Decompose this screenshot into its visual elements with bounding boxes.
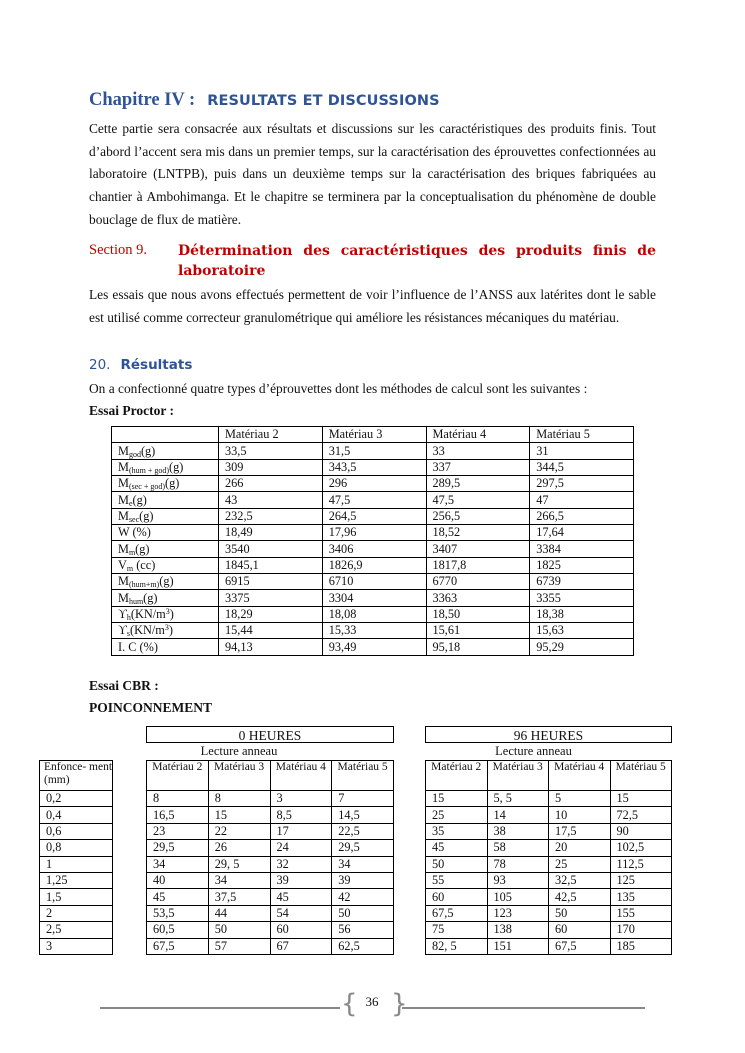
- cbr-96h-col-header: Matériau 3: [487, 761, 549, 791]
- cbr-96h-cell: 60: [549, 922, 611, 938]
- cbr-96h-row: [426, 889, 672, 905]
- proctor-corner-cell: [112, 427, 219, 443]
- cbr-96h-cell: 75: [426, 922, 488, 938]
- proctor-cell: 1825: [530, 557, 634, 573]
- enfoncement-table: [39, 760, 113, 955]
- intro-paragraph: Cette partie sera consacrée aux résultats et discussions sur les caractéristiques des produits finis. Tout d’abord l’accent sera mis dans un premier temps, sur la caractérisation des éprouvettes confectionnées au laboratoire (LNTPB), puis dans un deuxième temps sur la caractérisation des briques fabriquées au chantier à Ambohimanga. Et le chapitre se terminera par la conceptualisation du phénomène de double bouclage de flux de matière.: [89, 121, 656, 227]
- proctor-row: [112, 476, 634, 492]
- proctor-cell: 6770: [426, 574, 530, 590]
- proctor-cell: 6915: [219, 574, 323, 590]
- proctor-row: [112, 459, 634, 475]
- cbr-0h-cell: 60,5: [147, 922, 209, 938]
- cbr-0h-cell: 29, 5: [208, 856, 270, 872]
- enfoncement-cell: 0,6: [40, 823, 113, 839]
- cbr-96h-row: [426, 872, 672, 888]
- cbr-96h-row: [426, 905, 672, 921]
- cbr-96h-row: [426, 840, 672, 856]
- cbr-96h-cell: 15: [610, 791, 672, 807]
- proctor-cell: 18,08: [322, 606, 426, 622]
- cbr-96h-cell: 5, 5: [487, 791, 549, 807]
- cbr-96h-cell: 25: [426, 807, 488, 823]
- cbr-subtitle: POINCONNEMENT: [89, 700, 213, 715]
- chapter-label: Chapitre IV :: [89, 90, 196, 110]
- proctor-row: [112, 639, 634, 655]
- proctor-col-header: Matériau 2: [219, 427, 323, 443]
- cbr-0h-cell: 22: [208, 823, 270, 839]
- cbr-96h-cell: 60: [426, 889, 488, 905]
- proctor-row-label: $M_{(hum + god)}(g)$: [112, 459, 219, 475]
- proctor-cell: 17,64: [530, 525, 634, 541]
- proctor-cell: 15,44: [219, 623, 323, 639]
- proctor-cell: 15,61: [426, 623, 530, 639]
- results-line: On a confectionné quatre types d’éprouvettes dont les méthodes de calcul sont les suivantes :: [89, 381, 588, 396]
- cbr-96h-cell: 45: [426, 840, 488, 856]
- cbr-0h-cell: 67,5: [147, 938, 209, 954]
- cbr-0h-cell: 39: [270, 872, 332, 888]
- cbr-0h-cell: 50: [208, 922, 270, 938]
- cbr-96h-title: 96 HEURES: [425, 726, 672, 743]
- proctor-row: [112, 492, 634, 508]
- proctor-row: [112, 508, 634, 524]
- cbr-0h-cell: 53,5: [147, 905, 209, 921]
- cbr-0h-row: [147, 922, 394, 938]
- proctor-cell: 3363: [426, 590, 530, 606]
- cbr-0h-cell: 22,5: [332, 823, 394, 839]
- cbr-96h-row: [426, 791, 672, 807]
- proctor-cell: 1826,9: [322, 557, 426, 573]
- proctor-cell: 337: [426, 459, 530, 475]
- proctor-cell: 18,29: [219, 606, 323, 622]
- cbr-96h-cell: 38: [487, 823, 549, 839]
- cbr-0h-cell: 45: [270, 889, 332, 905]
- proctor-body: [112, 443, 634, 655]
- proctor-cell: 95,29: [530, 639, 634, 655]
- proctor-cell: 31,5: [322, 443, 426, 459]
- cbr-0h-col-header: Matériau 4: [270, 761, 332, 791]
- cbr-96h-cell: 10: [549, 807, 611, 823]
- chapter-title: RESULTATS ET DISCUSSIONS: [207, 93, 440, 109]
- cbr-0h-body: [147, 761, 394, 955]
- proctor-cell: 3304: [322, 590, 426, 606]
- section-number: Section 9.: [89, 242, 147, 258]
- cbr-0h-header-row: [147, 761, 394, 791]
- cbr-0h-cell: 45: [147, 889, 209, 905]
- proctor-row-label: W (%): [112, 525, 219, 541]
- proctor-cell: 3355: [530, 590, 634, 606]
- section-title: Détermination des caractéristiques des produits finis de laboratoire: [178, 243, 656, 279]
- proctor-col-header: Matériau 5: [530, 427, 634, 443]
- proctor-cell: 266,5: [530, 508, 634, 524]
- cbr-0h-cell: 56: [332, 922, 394, 938]
- proctor-cell: 6710: [322, 574, 426, 590]
- proctor-cell: 17,96: [322, 525, 426, 541]
- proctor-table: [111, 426, 634, 656]
- cbr-0h-cell: 34: [208, 872, 270, 888]
- cbr-0h-cell: 54: [270, 905, 332, 921]
- cbr-0h-cell: 8: [208, 791, 270, 807]
- cbr-0h-cell: 24: [270, 840, 332, 856]
- cbr-0h-row: [147, 840, 394, 856]
- proctor-row-label: $M_{god}(g)$: [112, 443, 219, 459]
- cbr-96h-cell: 55: [426, 872, 488, 888]
- proctor-row: [112, 541, 634, 557]
- cbr-96h-cell: 42,5: [549, 889, 611, 905]
- cbr-0h-cell: 17: [270, 823, 332, 839]
- proctor-cell: 18,52: [426, 525, 530, 541]
- cbr-0h-cell: 40: [147, 872, 209, 888]
- cbr-0h-cell: 67: [270, 938, 332, 954]
- proctor-row: [112, 557, 634, 573]
- cbr-0h-row: [147, 889, 394, 905]
- cbr-0h-title: 0 HEURES: [146, 726, 394, 743]
- footer-rule-left: [100, 1007, 340, 1009]
- enfoncement-cell: 0,8: [40, 840, 113, 856]
- cbr-96h-cell: 67,5: [549, 938, 611, 954]
- cbr-0h-col-header: Matériau 5: [332, 761, 394, 791]
- cbr-0h-col-header: Matériau 2: [147, 761, 209, 791]
- cbr-96h-cell: 78: [487, 856, 549, 872]
- subsection-title: Résultats: [120, 357, 193, 373]
- proctor-row-label: I. C (%): [112, 639, 219, 655]
- proctor-row: [112, 525, 634, 541]
- proctor-title: Essai Proctor :: [89, 403, 174, 418]
- cbr-96h-cell: 151: [487, 938, 549, 954]
- cbr-0h-cell: 60: [270, 922, 332, 938]
- proctor-cell: 296: [322, 476, 426, 492]
- proctor-cell: 47: [530, 492, 634, 508]
- cbr-96h-cell: 35: [426, 823, 488, 839]
- proctor-cell: 3375: [219, 590, 323, 606]
- cbr-96h-body: [426, 761, 672, 955]
- cbr-96h-cell: 5: [549, 791, 611, 807]
- cbr-96h-cell: 25: [549, 856, 611, 872]
- proctor-row-label: $M_{hum}(g)$: [112, 590, 219, 606]
- cbr-96h-cell: 112,5: [610, 856, 672, 872]
- cbr-96h-cell: 125: [610, 872, 672, 888]
- cbr-96h-cell: 123: [487, 905, 549, 921]
- proctor-cell: 93,49: [322, 639, 426, 655]
- footer-rule-right: [402, 1007, 645, 1009]
- cbr-0h-cell: 50: [332, 905, 394, 921]
- cbr-0h-row: [147, 872, 394, 888]
- enfoncement-row: [40, 856, 113, 872]
- cbr-96h-cell: 50: [549, 905, 611, 921]
- cbr-96h-cell: 135: [610, 889, 672, 905]
- proctor-cell: 33,5: [219, 443, 323, 459]
- cbr-0h-cell: 37,5: [208, 889, 270, 905]
- proctor-cell: 47,5: [322, 492, 426, 508]
- proctor-header-row: [112, 427, 634, 443]
- proctor-row: [112, 623, 634, 639]
- proctor-row-label: $M_e(g)$: [112, 492, 219, 508]
- page-number: 36: [365, 994, 379, 1009]
- cbr-96h-cell: 72,5: [610, 807, 672, 823]
- cbr-0h-lecture-label: Lecture anneau: [200, 744, 278, 758]
- cbr-0h-cell: 34: [147, 856, 209, 872]
- proctor-cell: 18,38: [530, 606, 634, 622]
- proctor-cell: 3384: [530, 541, 634, 557]
- proctor-cell: 289,5: [426, 476, 530, 492]
- cbr-96h-cell: 105: [487, 889, 549, 905]
- cbr-96h-cell: 32,5: [549, 872, 611, 888]
- cbr-0h-cell: 26: [208, 840, 270, 856]
- cbr-0h-cell: 39: [332, 872, 394, 888]
- cbr-0h-row: [147, 807, 394, 823]
- proctor-row: [112, 574, 634, 590]
- right-brace-icon: }: [391, 989, 408, 1019]
- enfoncement-body: [40, 761, 113, 955]
- cbr-0h-row: [147, 856, 394, 872]
- cbr-96h-cell: 82, 5: [426, 938, 488, 954]
- proctor-cell: 3540: [219, 541, 323, 557]
- cbr-96h-header-row: [426, 761, 672, 791]
- enfoncement-cell: 0,4: [40, 807, 113, 823]
- cbr-96h-row: [426, 938, 672, 954]
- left-brace-icon: {: [341, 989, 358, 1019]
- cbr-0h-cell: 44: [208, 905, 270, 921]
- cbr-96h-cell: 14: [487, 807, 549, 823]
- cbr-96h-row: [426, 807, 672, 823]
- cbr-96h-cell: 102,5: [610, 840, 672, 856]
- cbr-96h-col-header: Matériau 2: [426, 761, 488, 791]
- enfoncement-cell: 2,5: [40, 922, 113, 938]
- cbr-96h-col-header: Matériau 5: [610, 761, 672, 791]
- cbr-0h-cell: 32: [270, 856, 332, 872]
- proctor-cell: 15,33: [322, 623, 426, 639]
- proctor-cell: 18,49: [219, 525, 323, 541]
- proctor-row-label: $M_{(sec + god)}(g)$: [112, 476, 219, 492]
- cbr-title: Essai CBR :: [89, 678, 159, 693]
- enfoncement-row: [40, 807, 113, 823]
- cbr-0h-cell: 14,5: [332, 807, 394, 823]
- cbr-0h-table: [146, 760, 394, 955]
- cbr-96h-cell: 155: [610, 905, 672, 921]
- subsection-heading: [89, 357, 192, 373]
- cbr-0h-cell: 57: [208, 938, 270, 954]
- cbr-0h-cell: 23: [147, 823, 209, 839]
- proctor-row-label: $ϒ_s(KN/m^3)$: [112, 623, 219, 639]
- proctor-col-header: Matériau 3: [322, 427, 426, 443]
- cbr-0h-cell: 7: [332, 791, 394, 807]
- proctor-row: [112, 443, 634, 459]
- proctor-row-label: $M_{sec}(g)$: [112, 508, 219, 524]
- cbr-96h-cell: 15: [426, 791, 488, 807]
- cbr-0h-cell: 8,5: [270, 807, 332, 823]
- enfoncement-row: [40, 791, 113, 807]
- enfoncement-row: [40, 922, 113, 938]
- proctor-cell: 232,5: [219, 508, 323, 524]
- cbr-0h-row: [147, 791, 394, 807]
- proctor-row-label: $M_{(hum+m)}(g)$: [112, 574, 219, 590]
- proctor-row-label: $ϒ_h(KN/m^3)$: [112, 606, 219, 622]
- enfoncement-row: [40, 889, 113, 905]
- proctor-cell: 43: [219, 492, 323, 508]
- cbr-96h-cell: 138: [487, 922, 549, 938]
- enfoncement-cell: 0,2: [40, 791, 113, 807]
- proctor-cell: 264,5: [322, 508, 426, 524]
- proctor-cell: 1817,8: [426, 557, 530, 573]
- cbr-96h-row: [426, 823, 672, 839]
- cbr-96h-lecture-label: Lecture anneau: [495, 744, 572, 758]
- proctor-cell: 3406: [322, 541, 426, 557]
- enfoncement-cell: 1,5: [40, 889, 113, 905]
- cbr-96h-table: [425, 760, 672, 955]
- enfoncement-cell: 2: [40, 905, 113, 921]
- proctor-cell: 297,5: [530, 476, 634, 492]
- cbr-96h-cell: 90: [610, 823, 672, 839]
- cbr-0h-cell: 8: [147, 791, 209, 807]
- enfoncement-cell: 1: [40, 856, 113, 872]
- enfoncement-row: [40, 872, 113, 888]
- subsection-number: 20.: [89, 357, 111, 373]
- cbr-96h-cell: 20: [549, 840, 611, 856]
- cbr-0h-cell: 62,5: [332, 938, 394, 954]
- proctor-cell: 95,18: [426, 639, 530, 655]
- proctor-cell: 18,50: [426, 606, 530, 622]
- cbr-0h-cell: 29,5: [147, 840, 209, 856]
- cbr-96h-cell: 17,5: [549, 823, 611, 839]
- proctor-row-label: $V_m$ (cc): [112, 557, 219, 573]
- proctor-col-header: Matériau 4: [426, 427, 530, 443]
- cbr-0h-row: [147, 905, 394, 921]
- proctor-row: [112, 606, 634, 622]
- proctor-cell: 309: [219, 459, 323, 475]
- section-paragraph: Les essais que nous avons effectués permettent de voir l’influence de l’ANSS aux latérites dont le sable est utilisé comme correcteur granulométrique qui améliore les résistances mécaniques du matériau.: [89, 287, 656, 325]
- cbr-0h-cell: 42: [332, 889, 394, 905]
- proctor-row: [112, 590, 634, 606]
- cbr-96h-col-header: Matériau 4: [549, 761, 611, 791]
- enfoncement-cell: 1,25: [40, 872, 113, 888]
- proctor-cell: 3407: [426, 541, 530, 557]
- proctor-cell: 33: [426, 443, 530, 459]
- cbr-96h-cell: 170: [610, 922, 672, 938]
- proctor-cell: 343,5: [322, 459, 426, 475]
- proctor-row-label: $M_m(g)$: [112, 541, 219, 557]
- proctor-cell: 256,5: [426, 508, 530, 524]
- enfoncement-row: [40, 823, 113, 839]
- cbr-0h-row: [147, 823, 394, 839]
- cbr-96h-cell: 58: [487, 840, 549, 856]
- enfoncement-row: [40, 840, 113, 856]
- cbr-0h-cell: 29,5: [332, 840, 394, 856]
- chapter-heading: [89, 90, 440, 111]
- proctor-cell: 94,13: [219, 639, 323, 655]
- cbr-0h-cell: 16,5: [147, 807, 209, 823]
- proctor-cell: 15,63: [530, 623, 634, 639]
- cbr-96h-row: [426, 856, 672, 872]
- cbr-0h-row: [147, 938, 394, 954]
- proctor-cell: 1845,1: [219, 557, 323, 573]
- proctor-cell: 6739: [530, 574, 634, 590]
- cbr-96h-cell: 67,5: [426, 905, 488, 921]
- proctor-cell: 31: [530, 443, 634, 459]
- proctor-cell: 266: [219, 476, 323, 492]
- enfoncement-header: Enfonce- ment (mm): [40, 761, 113, 791]
- proctor-cell: 344,5: [530, 459, 634, 475]
- cbr-0h-col-header: Matériau 3: [208, 761, 270, 791]
- cbr-0h-cell: 34: [332, 856, 394, 872]
- enfoncement-row: [40, 938, 113, 954]
- enfoncement-row: [40, 905, 113, 921]
- proctor-cell: 47,5: [426, 492, 530, 508]
- cbr-0h-cell: 3: [270, 791, 332, 807]
- cbr-96h-cell: 185: [610, 938, 672, 954]
- cbr-96h-cell: 93: [487, 872, 549, 888]
- enfoncement-header-row: [40, 761, 113, 791]
- cbr-96h-row: [426, 922, 672, 938]
- cbr-0h-cell: 15: [208, 807, 270, 823]
- enfoncement-cell: 3: [40, 938, 113, 954]
- cbr-96h-cell: 50: [426, 856, 488, 872]
